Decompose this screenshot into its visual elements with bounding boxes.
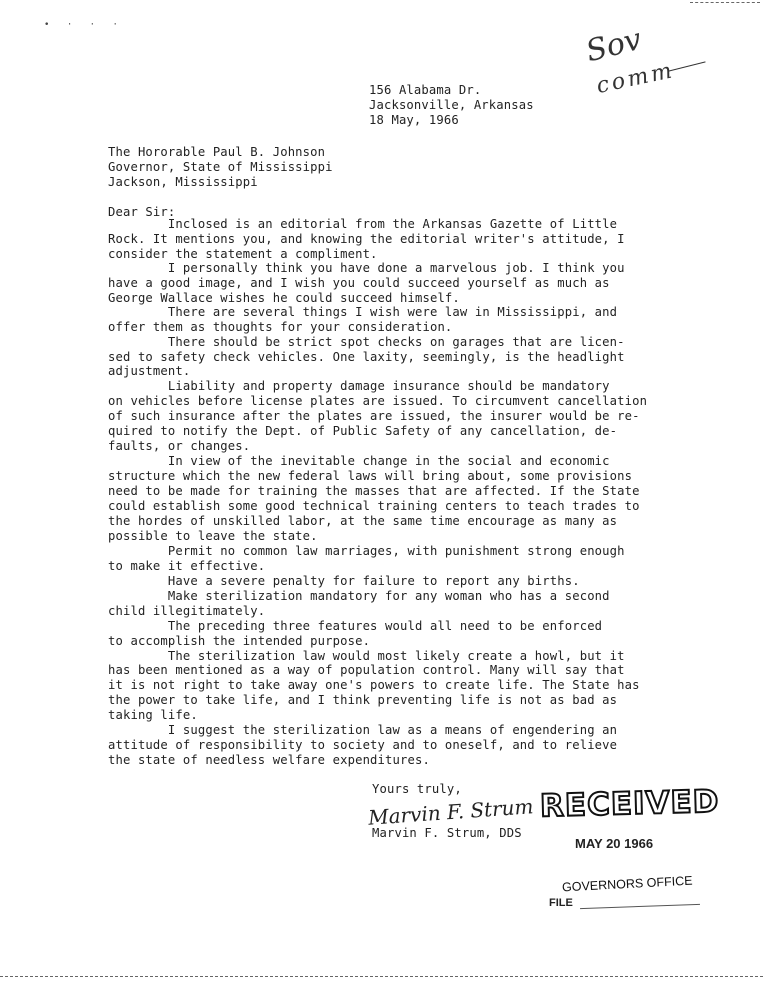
body-line: The sterilization law would most likely create a howl, but it xyxy=(108,649,625,663)
body-line: on vehicles before license plates are issued. To circumvent cancellation xyxy=(108,394,648,408)
body-line: to accomplish the intended purpose. xyxy=(108,634,371,648)
address-line-2: Jacksonville, Arkansas xyxy=(369,98,534,112)
body-line: Make sterilization mandatory for any woman who has a second xyxy=(108,589,610,603)
salutation: Dear Sir: xyxy=(108,205,176,219)
top-scan-edge xyxy=(690,2,760,4)
signature: Marvin F. Strum xyxy=(367,794,535,830)
body-line: I suggest the sterilization law as a means of engendering an xyxy=(108,723,618,737)
body-line: consider the statement a compliment. xyxy=(108,247,378,261)
body-line: In view of the inevitable change in the social and economic xyxy=(108,454,610,468)
body-line: Inclosed is an editorial from the Arkansas Gazette of Little xyxy=(108,217,618,231)
received-stamp: RECEIVED xyxy=(539,783,720,825)
recipient-line-1: The Hororable Paul B. Johnson xyxy=(108,145,326,159)
signer-name: Marvin F. Strum, DDS xyxy=(372,826,522,840)
body-line: Rock. It mentions you, and knowing the editorial writer's attitude, I xyxy=(108,232,625,246)
closing: Yours truly, xyxy=(372,782,462,796)
body-line: Permit no common law marriages, with punishment strong enough xyxy=(108,544,625,558)
body-line: to make it effective. xyxy=(108,559,266,573)
body-line: it is not right to take away one's powers to create life. The State has xyxy=(108,678,640,692)
body-line: attitude of responsibility to society and to oneself, and to relieve xyxy=(108,738,618,752)
body-line: The preceding three features would all need to be enforced xyxy=(108,619,603,633)
body-line: could establish some good technical training centers to teach trades to xyxy=(108,499,640,513)
body-line: the hordes of unskilled labor, at the same time encourage as many as xyxy=(108,514,618,528)
body-line: There should be strict spot checks on garages that are licen- xyxy=(108,335,625,349)
body-line: of such insurance after the plates are issued, the insurer would be re- xyxy=(108,409,640,423)
handwritten-annotation-1: Sov xyxy=(582,21,645,70)
body-line: the power to take life, and I think preventing life is not as bad as xyxy=(108,693,618,707)
body-line: Have a severe penalty for failure to report any births. xyxy=(108,574,580,588)
stamp-date: MAY 20 1966 xyxy=(575,836,654,851)
body-line: quired to notify the Dept. of Public Safety of any cancellation, de- xyxy=(108,424,618,438)
body-line: Liability and property damage insurance should be mandatory xyxy=(108,379,610,393)
address-line-1: 156 Alabama Dr. xyxy=(369,83,482,97)
body-line: George Wallace wishes he could succeed himself. xyxy=(108,291,460,305)
body-line: have a good image, and I wish you could succeed yourself as much as xyxy=(108,276,610,290)
body-line: need to be made for training the masses that are affected. If the State xyxy=(108,484,640,498)
recipient-line-3: Jackson, Mississippi xyxy=(108,175,258,189)
file-label: FILE xyxy=(549,897,573,909)
body-line: possible to leave the state. xyxy=(108,529,318,543)
body-line: taking life. xyxy=(108,708,198,722)
file-line xyxy=(580,904,700,909)
body-line: offer them as thoughts for your consideration. xyxy=(108,320,453,334)
body-line: sed to safety check vehicles. One laxity, seemingly, is the headlight xyxy=(108,350,625,364)
recipient-line-2: Governor, State of Mississippi xyxy=(108,160,333,174)
scan-specks: • · · · xyxy=(44,20,124,30)
body-line: faults, or changes. xyxy=(108,439,251,453)
handwritten-annotation-2: comm xyxy=(594,58,678,99)
annotation-stroke xyxy=(668,61,705,71)
body-line: There are several things I wish were law in Mississippi, and xyxy=(108,305,618,319)
body-line: the state of needless welfare expenditures. xyxy=(108,753,430,767)
governors-office-stamp: GOVERNORS OFFICE xyxy=(561,873,693,895)
body-line: structure which the new federal laws will bring about, some provisions xyxy=(108,469,633,483)
body-line: child illegitimately. xyxy=(108,604,266,618)
letter-date: 18 May, 1966 xyxy=(369,113,459,127)
bottom-scan-edge xyxy=(0,976,763,978)
body-line: adjustment. xyxy=(108,364,191,378)
body-line: has been mentioned as a way of population control. Many will say that xyxy=(108,663,625,677)
body-line: I personally think you have done a marvelous job. I think you xyxy=(108,261,625,275)
